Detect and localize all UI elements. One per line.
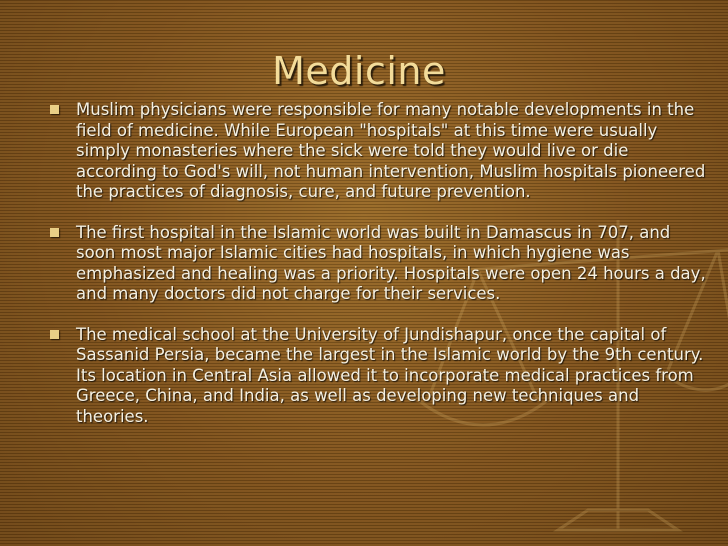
slide-title: Medicine bbox=[272, 49, 446, 93]
bullet-text: Muslim physicians were responsible for many notable developments in the field of medicine. While European "hospitals" at this time were usually simply monasteries where the sick were told they would live or die according to God's will, not human intervention, Muslim hospitals pioneered the practices of diagnosis, cure, and future prevention. bbox=[76, 100, 706, 201]
square-bullet-icon bbox=[50, 105, 59, 114]
bullet-item bbox=[44, 325, 714, 428]
bullet-item bbox=[44, 100, 714, 203]
bullet-item bbox=[44, 223, 714, 305]
bullet-text: The medical school at the University of Jundishapur, once the capital of Sassanid Persia, became the largest in the Islamic world by the 9th century. Its location in Central Asia allowed it to incorporate medical practices from Greece, China, and India, as well as developing new techniques and theories. bbox=[76, 324, 704, 426]
square-bullet-icon bbox=[50, 330, 59, 339]
bullet-list bbox=[44, 100, 714, 447]
bullet-text: The first hospital in the Islamic world was built in Damascus in 707, and soon most major Islamic cities had hospitals, in which hygiene was emphasized and healing was a priority. Hospitals were open 24 hours a day, and many doctors did not charge for their services. bbox=[76, 222, 706, 303]
square-bullet-icon bbox=[50, 228, 59, 237]
